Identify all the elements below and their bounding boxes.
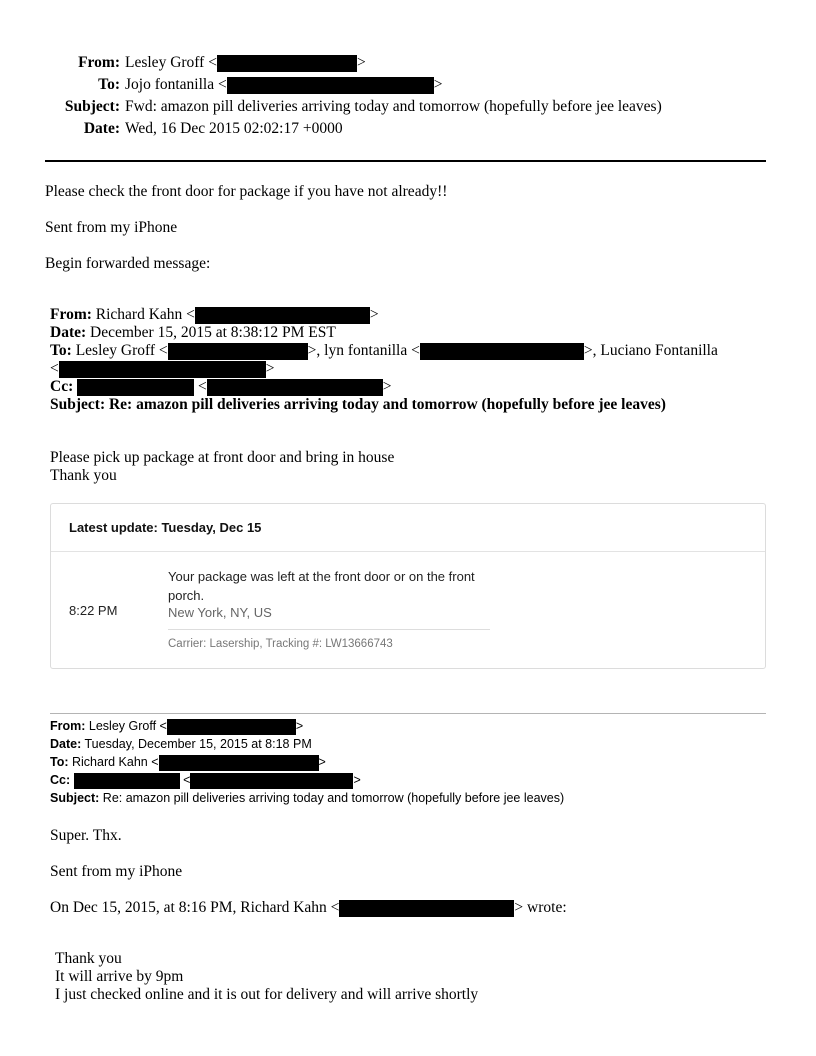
header-to-close: > <box>433 76 443 93</box>
reply-cc-close: > <box>353 773 361 787</box>
fwd-to-value-5: > <box>265 360 275 377</box>
header-subject-label: Subject: <box>64 98 120 115</box>
reply-from-label: From: <box>50 719 86 733</box>
fwd-date-label: Date: <box>50 324 87 341</box>
header-from-close: > <box>356 54 366 71</box>
fwd-message-line-2: Thank you <box>50 467 117 484</box>
redaction-bar <box>190 773 353 789</box>
fwd-date-row <box>50 324 336 342</box>
quote-line-2: It will arrive by 9pm <box>55 968 184 985</box>
fwd-from-value: Richard Kahn < <box>95 306 195 323</box>
fwd-to-value-3: >, Luciano Fontanilla <box>583 342 718 359</box>
fwd-to-value-2: >, lyn fontanilla < <box>307 342 420 359</box>
tracking-divider <box>51 551 765 552</box>
reply-from-value: Lesley Groff < <box>88 719 167 733</box>
tracking-card <box>50 503 766 669</box>
fwd-from-label: From: <box>50 306 92 323</box>
fwd-to-value-4: < <box>50 360 59 377</box>
redaction-bar <box>217 55 357 72</box>
tracking-time: 8:22 PM <box>69 603 118 618</box>
redaction-bar <box>339 900 514 917</box>
reply-line-sent-from: Sent from my iPhone <box>50 863 183 880</box>
fwd-cc-close: > <box>382 378 392 395</box>
reply-line-super: Super. Thx. <box>50 827 122 844</box>
fwd-to-row <box>50 342 718 360</box>
header-from-row <box>0 53 366 73</box>
fwd-from-row <box>50 306 379 324</box>
fwd-cc-row <box>50 378 392 396</box>
reply-divider <box>50 713 766 714</box>
body-line-forwarded: Begin forwarded message: <box>45 255 211 272</box>
header-date-row <box>0 119 343 139</box>
body-line-check-door: Please check the front door for package if you have not already!! <box>45 183 448 200</box>
reply-date-row <box>50 735 312 753</box>
redaction-bar <box>59 361 266 378</box>
tracking-heading: Latest update: Tuesday, Dec 15 <box>69 520 262 535</box>
tracking-carrier: Carrier: Lasership, Tracking #: LW13666743 <box>168 638 393 650</box>
redaction-bar <box>195 307 370 324</box>
reply-wrote-prefix: On Dec 15, 2015, at 8:16 PM, Richard Kahn < <box>50 899 340 916</box>
reply-from-row <box>50 717 303 735</box>
header-subject-value: Fwd: amazon pill deliveries arriving today and tomorrow (hopefully before jee leaves) <box>125 98 662 115</box>
tracking-message: Your package was left at the front door or on the front porch. <box>168 569 475 603</box>
redaction-bar <box>207 379 383 396</box>
reply-subject-row <box>50 789 564 807</box>
fwd-from-close: > <box>369 306 379 323</box>
tracking-inner-divider <box>168 629 490 630</box>
redaction-bar <box>420 343 584 360</box>
fwd-to-row-cont <box>50 360 275 378</box>
quote-line-3: I just checked online and it is out for delivery and will arrive shortly <box>55 986 479 1003</box>
reply-wrote-suffix: > wrote: <box>514 899 567 916</box>
header-to-value: Jojo fontanilla < <box>125 76 227 93</box>
reply-cc-label: Cc: <box>50 773 71 787</box>
reply-to-label: To: <box>50 755 69 769</box>
reply-to-row <box>50 753 326 771</box>
reply-date-value: Tuesday, December 15, 2015 at 8:18 PM <box>84 737 312 751</box>
fwd-cc-label: Cc: <box>50 378 74 395</box>
redaction-bar <box>168 343 308 360</box>
header-date-value: Wed, 16 Dec 2015 02:02:17 +0000 <box>125 120 343 137</box>
redaction-bar <box>167 719 296 735</box>
fwd-cc-mid: < <box>198 378 207 395</box>
reply-to-value: Richard Kahn < <box>72 755 159 769</box>
fwd-message-line-1: Please pick up package at front door and bring in house <box>50 449 395 466</box>
reply-from-close: > <box>295 719 304 733</box>
fwd-subject-value: Re: amazon pill deliveries arriving today and tomorrow (hopefully before jee leaves) <box>108 396 666 413</box>
fwd-to-label: To: <box>50 342 72 359</box>
redaction-bar <box>159 755 319 771</box>
reply-subject-value: Re: amazon pill deliveries arriving today and tomorrow (hopefully before jee leaves) <box>102 791 565 805</box>
header-from-label: From: <box>78 54 120 71</box>
reply-cc-row <box>50 771 361 789</box>
body-line-sent-from: Sent from my iPhone <box>45 219 178 236</box>
header-to-row <box>0 75 442 95</box>
header-date-label: Date: <box>83 120 120 137</box>
redaction-bar <box>74 773 180 789</box>
fwd-subject-label: Subject: <box>50 396 106 413</box>
header-subject-row <box>0 97 662 117</box>
header-from-value: Lesley Groff < <box>125 54 217 71</box>
redaction-bar <box>77 379 194 396</box>
reply-subject-label: Subject: <box>50 791 100 805</box>
reply-cc-mid: < <box>183 773 191 787</box>
quote-line-1: Thank you <box>55 950 122 967</box>
fwd-date-value: December 15, 2015 at 8:38:12 PM EST <box>90 324 336 341</box>
reply-date-label: Date: <box>50 737 82 751</box>
fwd-to-value-1: Lesley Groff < <box>75 342 168 359</box>
header-to-label: To: <box>98 76 120 93</box>
redaction-bar <box>227 77 434 94</box>
header-divider <box>45 160 766 162</box>
reply-to-close: > <box>318 755 326 769</box>
reply-wrote-line <box>50 898 567 918</box>
tracking-location: New York, NY, US <box>168 605 272 620</box>
fwd-subject-row <box>50 396 666 414</box>
